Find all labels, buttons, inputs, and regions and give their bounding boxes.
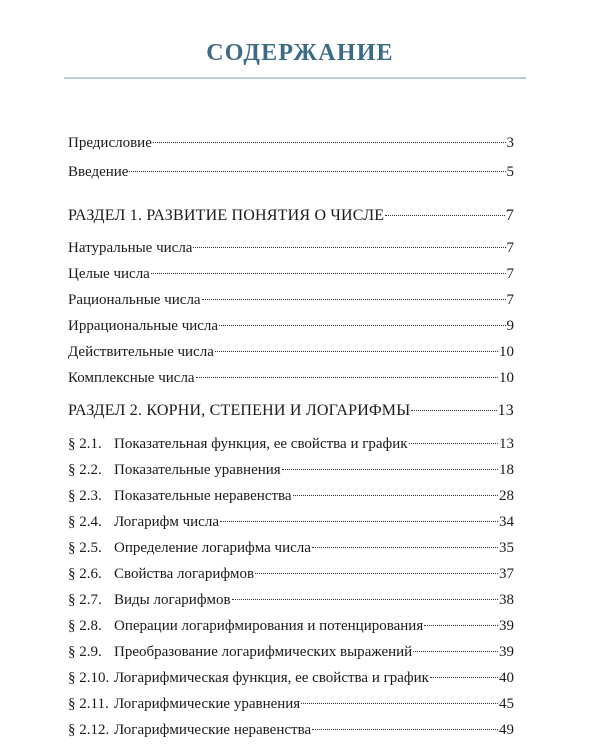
toc-entry-title: Логарифм числа: [114, 514, 219, 530]
toc-entry[interactable]: [68, 616, 514, 636]
dot-leader: [413, 651, 498, 652]
toc-entry-page: 7: [506, 266, 514, 282]
toc-entry-page: 38: [499, 592, 514, 608]
toc-entry[interactable]: [68, 642, 514, 662]
dot-leader: [409, 443, 498, 444]
dot-leader: [202, 299, 506, 300]
toc-section-title: РАЗДЕЛ 2. КОРНИ, СТЕПЕНИ И ЛОГАРИФМЫ: [68, 402, 411, 419]
dot-leader: [312, 729, 498, 730]
toc-entry-title: Определение логарифма числа: [114, 540, 311, 556]
toc-entry[interactable]: [68, 564, 514, 584]
toc-entry-page: 45: [499, 696, 514, 712]
toc-entry-title: Логарифмическая функция, ее свойства и график: [114, 670, 429, 686]
toc-section-title: РАЗДЕЛ 1. РАЗВИТИЕ ПОНЯТИЯ О ЧИСЛЕ: [68, 207, 385, 224]
toc-entry[interactable]: [68, 133, 514, 153]
toc-entry-title: Показательные неравенства: [114, 488, 292, 504]
toc-section-heading[interactable]: [68, 206, 514, 226]
dot-leader: [151, 273, 506, 274]
toc-entry-number: § 2.6.: [68, 566, 102, 582]
dot-leader: [312, 547, 498, 548]
toc-entry-number: § 2.9.: [68, 644, 102, 660]
toc-entry-title: Преобразование логарифмических выражений: [114, 644, 413, 660]
toc-entry-page: 49: [499, 722, 514, 738]
toc-entry-page: 10: [499, 370, 514, 386]
toc-entry-page: 39: [499, 644, 514, 660]
toc-entry-title: Иррациональные числа: [68, 318, 219, 334]
toc-entry-number: § 2.4.: [68, 514, 102, 530]
toc-entry-number: § 2.11.: [68, 696, 109, 712]
toc-entry-page: 3: [506, 135, 514, 151]
toc-entry-page: 7: [506, 292, 514, 308]
toc-entry-page: 34: [499, 514, 514, 530]
dot-leader: [215, 351, 498, 352]
toc-entry-number: § 2.5.: [68, 540, 102, 556]
toc-section-page: 13: [497, 402, 514, 419]
toc-entry-title: Действительные числа: [68, 344, 214, 360]
toc-entry-number: § 2.10.: [68, 670, 110, 686]
toc-section-page: 7: [505, 207, 514, 224]
toc-entry-number: § 2.2.: [68, 462, 102, 478]
dot-leader: [196, 377, 498, 378]
toc-entry[interactable]: [68, 264, 514, 284]
toc-entry-page: 28: [499, 488, 514, 504]
dot-leader: [153, 142, 506, 143]
dot-leader: [255, 573, 498, 574]
dot-leader: [293, 495, 498, 496]
toc-entry-title: Натуральные числа: [68, 240, 193, 256]
toc-entry-title: Виды логарифмов: [114, 592, 231, 608]
toc-entry[interactable]: [68, 368, 514, 388]
toc-entry[interactable]: [68, 460, 514, 480]
toc-entry[interactable]: [68, 590, 514, 610]
toc-entry-number: § 2.12.: [68, 722, 110, 738]
toc-entry-page: 35: [499, 540, 514, 556]
toc-entry[interactable]: [68, 342, 514, 362]
toc-entry[interactable]: [68, 434, 514, 454]
toc-entry[interactable]: [68, 538, 514, 558]
toc-entry-title: Введение: [68, 164, 129, 180]
dot-leader: [129, 171, 505, 172]
dot-leader: [232, 599, 498, 600]
toc-entry-title: Свойства логарифмов: [114, 566, 255, 582]
toc-entry-title: Предисловие: [68, 135, 152, 151]
toc-entry-title: Показательная функция, ее свойства и график: [114, 436, 408, 452]
dot-leader: [411, 410, 496, 411]
toc-entry[interactable]: [68, 694, 514, 714]
toc-entry-page: 13: [499, 436, 514, 452]
toc-entry-page: 37: [499, 566, 514, 582]
toc-entry-page: 18: [499, 462, 514, 478]
toc-entry[interactable]: [68, 512, 514, 532]
dot-leader: [424, 625, 498, 626]
toc-entry-title: Целые числа: [68, 266, 150, 282]
dot-leader: [219, 325, 505, 326]
toc-entry[interactable]: [68, 290, 514, 310]
toc-entry-number: § 2.8.: [68, 618, 102, 634]
toc-entry-title: Показательные уравнения: [114, 462, 281, 478]
toc-entry-title: Рациональные числа: [68, 292, 201, 308]
dot-leader: [301, 703, 498, 704]
toc-entry[interactable]: [68, 316, 514, 336]
dot-leader: [220, 521, 498, 522]
toc-entry-page: 9: [506, 318, 514, 334]
title-underline: [64, 77, 526, 79]
toc-entry[interactable]: [68, 486, 514, 506]
toc-entry-page: 10: [499, 344, 514, 360]
toc-entry-title: Логарифмические уравнения: [114, 696, 301, 712]
toc-entry[interactable]: [68, 238, 514, 258]
toc-entry-title: Логарифмические неравенства: [114, 722, 312, 738]
toc-entry-number: § 2.3.: [68, 488, 102, 504]
toc-entry[interactable]: [68, 668, 514, 688]
toc-entry-number: § 2.7.: [68, 592, 102, 608]
toc-entry-title: Комплексные числа: [68, 370, 195, 386]
dot-leader: [193, 247, 505, 248]
dot-leader: [430, 677, 498, 678]
toc-entry-title: Операции логарифмирования и потенцирования: [114, 618, 424, 634]
dot-leader: [282, 469, 498, 470]
page-title: СОДЕРЖАНИЕ: [206, 40, 394, 66]
toc-entry-page: 40: [499, 670, 514, 686]
toc-entry-number: § 2.1.: [68, 436, 102, 452]
toc-entry-page: 7: [506, 240, 514, 256]
toc-entry[interactable]: [68, 720, 514, 740]
toc-entry-page: 39: [499, 618, 514, 634]
toc-entry-page: 5: [506, 164, 514, 180]
toc-entry[interactable]: [68, 162, 514, 182]
dot-leader: [385, 215, 505, 216]
toc-section-heading[interactable]: [68, 401, 514, 421]
